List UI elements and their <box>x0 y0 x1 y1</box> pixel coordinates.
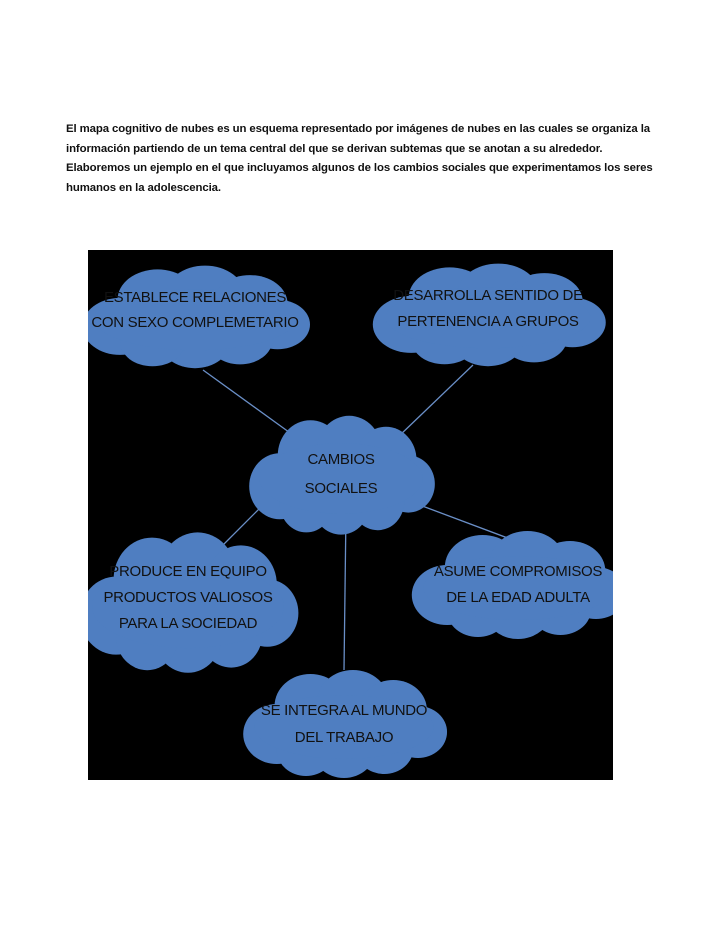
cloud-bottom-line1: SE INTEGRA AL MUNDO <box>260 702 428 719</box>
cloud-top-left-line1: ESTABLECE RELACIONES <box>103 289 287 306</box>
cloud-bottom-right-line2: DE LA EDAD ADULTA <box>446 589 590 606</box>
intro-paragraph: El mapa cognitivo de nubes es un esquema representado por imágenes de nubes en las cuales se organiza la información partiendo de un tema central del que se derivan subtemas que se anotan a su alrededor. Elaboremos un ejemplo en el que incluyamos algunos de los cambios sociales que experimentamos los seres humanos en la adolescencia. <box>66 123 653 194</box>
cloud-center-line1: CAMBIOS <box>307 451 375 468</box>
cloud-bottom-left-line2: PRODUCTOS VALIOSOS <box>103 589 273 606</box>
cloud-map-svg <box>88 250 613 780</box>
cloud-map-diagram <box>88 250 613 780</box>
cloud-bottom-left-line1: PRODUCE EN EQUIPO <box>109 563 267 580</box>
cloud-bottom-line2: DEL TRABAJO <box>294 729 394 746</box>
cloud-center-line2: SOCIALES <box>304 480 378 497</box>
cloud-top-right-line2: PERTENENCIA A GRUPOS <box>397 313 579 330</box>
cloud-top-left-line2: CON SEXO COMPLEMETARIO <box>91 314 299 331</box>
cloud-bottom-right-line1: ASUME COMPROMISOS <box>433 563 603 580</box>
cloud-bottom-left-line3: PARA LA SOCIEDAD <box>118 615 258 632</box>
cloud-top-right-line1: DESARROLLA SENTIDO DE <box>393 287 583 304</box>
